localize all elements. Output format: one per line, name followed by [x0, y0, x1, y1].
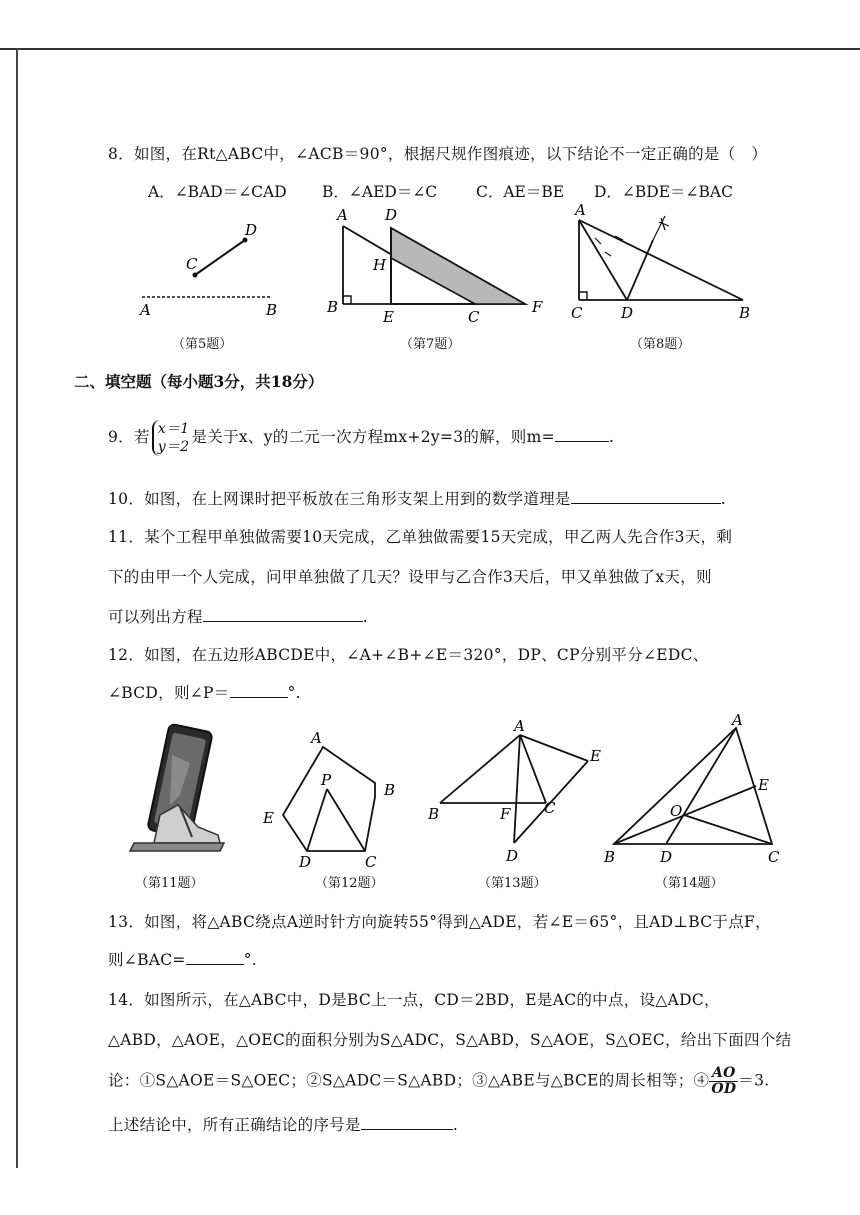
fig5-label-c: C [186, 255, 198, 273]
figure-13 [420, 715, 610, 865]
q10-end: . [720, 490, 726, 508]
q14-end: . [452, 1116, 459, 1134]
q9 [108, 420, 614, 456]
q9-eq1: x＝1 [157, 421, 190, 437]
q9-prefix: 9．若 [108, 428, 150, 446]
q11 [108, 605, 368, 627]
q14-answer-blank[interactable] [361, 1115, 453, 1130]
q10-answer-blank[interactable] [571, 489, 721, 504]
q14 [108, 1113, 458, 1135]
fig13-label-f: F [500, 805, 511, 823]
q9-suffix: 是关于x、y的二元一次方程mx+2y=3的解，则m= [191, 428, 555, 446]
fig5-label-d: D [245, 221, 258, 239]
q14-line1: 14．如图所示，在△ABC中，D是BC上一点，CD＝2BD，E是AC的中点，设△ADC， [108, 991, 720, 1009]
q8-option-a: A．∠BAD＝∠CAD [148, 183, 287, 201]
q10 [108, 487, 726, 509]
fig5-label-a: A [140, 301, 151, 319]
fig13-label-c: C [544, 799, 556, 817]
q10-text: 10．如图，在上网课时把平板放在三角形支架上用到的数学道理是 [108, 490, 571, 508]
figure-12 [255, 725, 415, 870]
q12 [108, 681, 301, 703]
q13-line2: 则∠BAC= [108, 951, 186, 969]
figure-5 [130, 215, 290, 325]
fig12-label-e: E [263, 809, 274, 827]
fig11-caption: （第11题） [135, 876, 204, 891]
fig14-label-b: B [604, 848, 616, 866]
fig14-label-d: D [660, 848, 673, 866]
q11-line1: 11．某个工程甲单独做需要10天完成，乙单独做需要15天完成，甲乙两人先合作3天，剩 [108, 528, 733, 546]
fig13-label-b: B [428, 805, 440, 823]
q12-line1: 12．如图，在五边形ABCDE中，∠A+∠B+∠E＝320°，DP、CP分别平分∠EDC、 [108, 646, 709, 664]
q8-option-b: B．∠AED＝∠C [322, 183, 438, 201]
fig8-label-c: C [571, 304, 583, 322]
q11-line3: 可以列出方程 [108, 608, 203, 626]
fig12-label-b: B [384, 781, 396, 799]
section-2-title: 二、填空题（每小题3分，共18分） [74, 372, 324, 391]
q8-option-c: C．AE＝BE [476, 183, 565, 201]
q9-end: . [608, 428, 615, 446]
fig7-label-e: E [383, 308, 394, 325]
fig5-caption: （第5题） [172, 337, 233, 352]
q14-fraction-numerator: AO [709, 1066, 738, 1082]
q14-fraction-denominator: OD [711, 1081, 737, 1097]
q12-answer-blank[interactable] [230, 683, 288, 698]
fig12-label-c: C [365, 853, 377, 870]
fig14-label-e: E [758, 776, 769, 794]
q8-option-d: D．∠BDE＝∠BAC [594, 183, 733, 201]
q13 [108, 948, 257, 970]
q14-line3 [108, 1066, 769, 1097]
page-left-border [16, 48, 18, 1168]
fig7-caption: （第7题） [400, 337, 461, 352]
page-top-border [0, 48, 860, 50]
q12-line2: ∠BCD，则∠P＝ [108, 684, 230, 702]
q13-line1: 13．如图，将△ABC绕点A逆时针方向旋转55°得到△ADE，若∠E＝65°，且AD⊥BC于点F， [108, 913, 771, 931]
fig14-caption: （第14题） [655, 876, 724, 891]
fig5-label-b: B [266, 301, 278, 319]
fig13-caption: （第13题） [478, 876, 547, 891]
fig14-label-c: C [768, 848, 780, 866]
fig12-caption: （第12题） [315, 876, 384, 891]
fig13-label-a: A [514, 717, 525, 735]
figure-7 [325, 200, 555, 325]
q11-answer-blank[interactable] [203, 607, 363, 622]
fig7-label-b: B [327, 298, 339, 316]
fig14-label-o: O [670, 802, 683, 820]
fig12-label-d: D [299, 853, 312, 870]
q11-end: . [362, 608, 369, 626]
q9-eq2: y＝2 [157, 439, 190, 455]
fig12-label-a: A [311, 729, 322, 747]
fig8-caption: （第8题） [630, 337, 691, 352]
q13-answer-blank[interactable] [186, 950, 244, 965]
q14-fraction [709, 1066, 738, 1097]
figure-11-tablet-stand-image [120, 715, 235, 865]
q12-end: °. [287, 684, 301, 702]
fig7-label-h: H [373, 256, 387, 274]
fig8-label-d: D [621, 304, 634, 322]
q14-line2: △ABD，△AOE，△OEC的面积分别为S△ADC，S△ABD，S△AOE，S△OEC，给出下面四个结 [108, 1031, 792, 1049]
q9-equation-system [152, 420, 190, 456]
q14-line4: 上述结论中，所有正确结论的序号是 [108, 1116, 361, 1134]
figure-8 [565, 200, 765, 325]
fig7-label-c: C [468, 308, 480, 325]
q11-line2: 下的由甲一个人完成，问甲单独做了几天？设甲与乙合作3天后，甲又单独做了x天，则 [108, 568, 712, 586]
fig8-label-a: A [575, 201, 586, 219]
q13-end: °. [243, 951, 257, 969]
fig14-label-a: A [732, 711, 743, 729]
fig8-label-b: B [739, 304, 751, 322]
fig13-label-d: D [506, 847, 519, 865]
fig13-label-e: E [590, 747, 601, 765]
fig7-label-d: D [385, 206, 398, 224]
q9-answer-blank[interactable] [555, 427, 609, 442]
fig7-label-f: F [532, 298, 543, 316]
q8-stem: 8．如图，在Rt△ABC中，∠ACB＝90°，根据尺规作图痕迹，以下结论不一定正确的是（ ） [108, 145, 768, 163]
figure-14 [600, 710, 800, 870]
fig7-label-a: A [337, 206, 348, 224]
fig12-label-p: P [321, 771, 332, 789]
q14-conclusions: 论：①S△AOE＝S△OEC；②S△ADC＝S△ABD；③△ABE与△BCE的周长相等；④ [108, 1071, 710, 1090]
q14-conclusion-4-value: ＝3. [738, 1071, 770, 1090]
